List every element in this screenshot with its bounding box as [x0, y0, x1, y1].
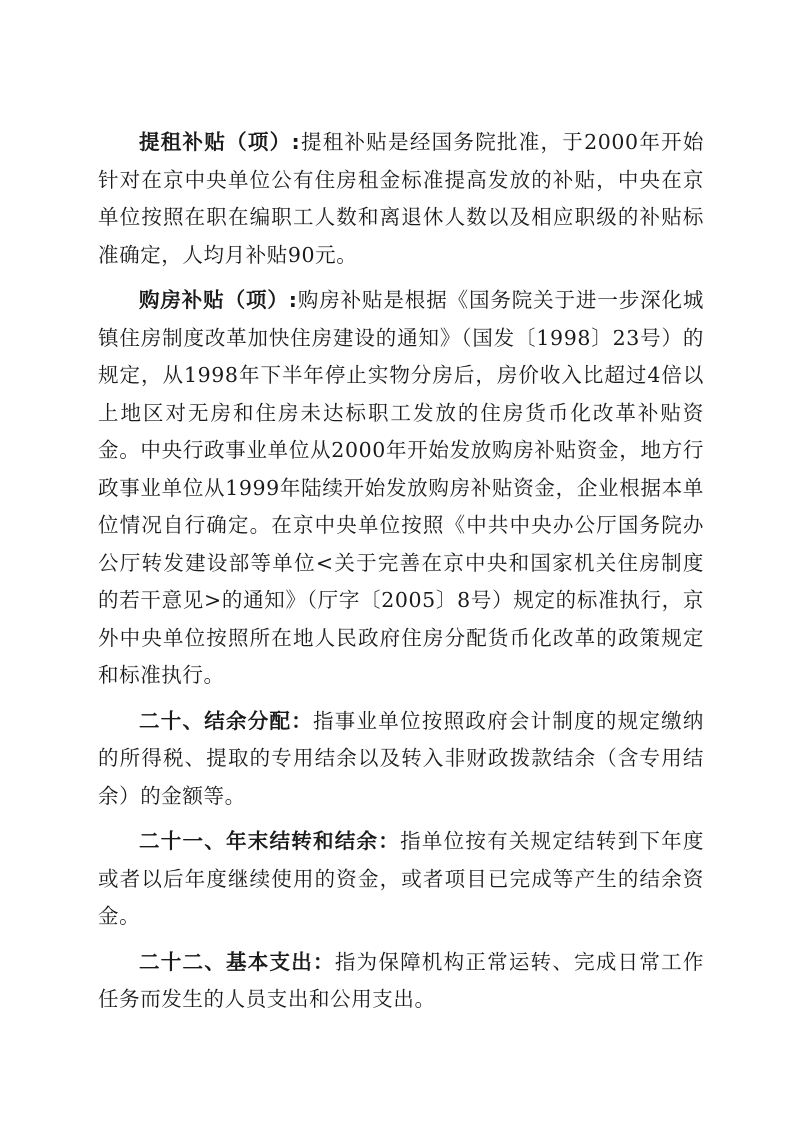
- definition-year-end-carryover: 指单位按有关规定结转到下年度或者以后年度继续使用的资金，或者项目已完成等产生的结余资金。: [98, 829, 705, 928]
- definition-surplus-distribution: 指事业单位按照政府会计制度的规定缴纳的所得税、提取的专用结余以及转入非财政拨款结余（含专用结余）的金额等。: [98, 708, 704, 808]
- paragraph-housing-purchase-subsidy: [98, 282, 704, 695]
- definition-housing-purchase-subsidy: 购房补贴是根据《国务院关于进一步深化城镇住房制度改革加快住房建设的通知》（国发〔1998〕23号）的规定，从1998年下半年停止实物分房后，房价收入比超过4倍以上地区对无房和住房未达标职工发放的住房货币化改革补贴资金。中央行政事业单位从2000年开始发放购房补贴资金，地方行政事业单位从1999年陆续开始发放购房补贴资金，企业根据本单位情况自行确定。在京中央单位按照《中共中央办公厅国务院办公厅转发建设部等单位<关于完善在京中央和国家机关住房制度的若干意见>的通知》（厅字〔2005〕8号）规定的标准执行，京外中央单位按照所在地人民政府住房分配货币化改革的政策规定和标准执行。: [98, 288, 704, 687]
- document-page: [98, 124, 704, 1027]
- definition-rent-subsidy: 提租补贴是经国务院批准，于2000年开始针对在京中央单位公有住房租金标准提高发放的补贴，中央在京单位按照在职在编职工人数和离退休人数以及相应职级的补贴标准确定，人均月补贴90元。: [98, 130, 705, 267]
- paragraph-year-end-carryover: [98, 823, 704, 936]
- paragraph-basic-expenditure: [98, 944, 704, 1019]
- term-housing-purchase-subsidy: 购房补贴（项）:: [139, 288, 298, 312]
- term-basic-expenditure: 二十二、基本支出：: [139, 949, 335, 974]
- paragraph-rent-subsidy: [98, 124, 704, 274]
- term-surplus-distribution: 二十、结余分配：: [139, 708, 314, 733]
- term-year-end-carryover: 二十一、年末结转和结余：: [139, 829, 401, 853]
- paragraph-surplus-distribution: [98, 703, 704, 816]
- term-rent-subsidy: 提租补贴（项）:: [139, 130, 301, 154]
- definition-basic-expenditure: 指为保障机构正常运转、完成日常工作任务而发生的人员支出和公用支出。: [98, 949, 705, 1011]
